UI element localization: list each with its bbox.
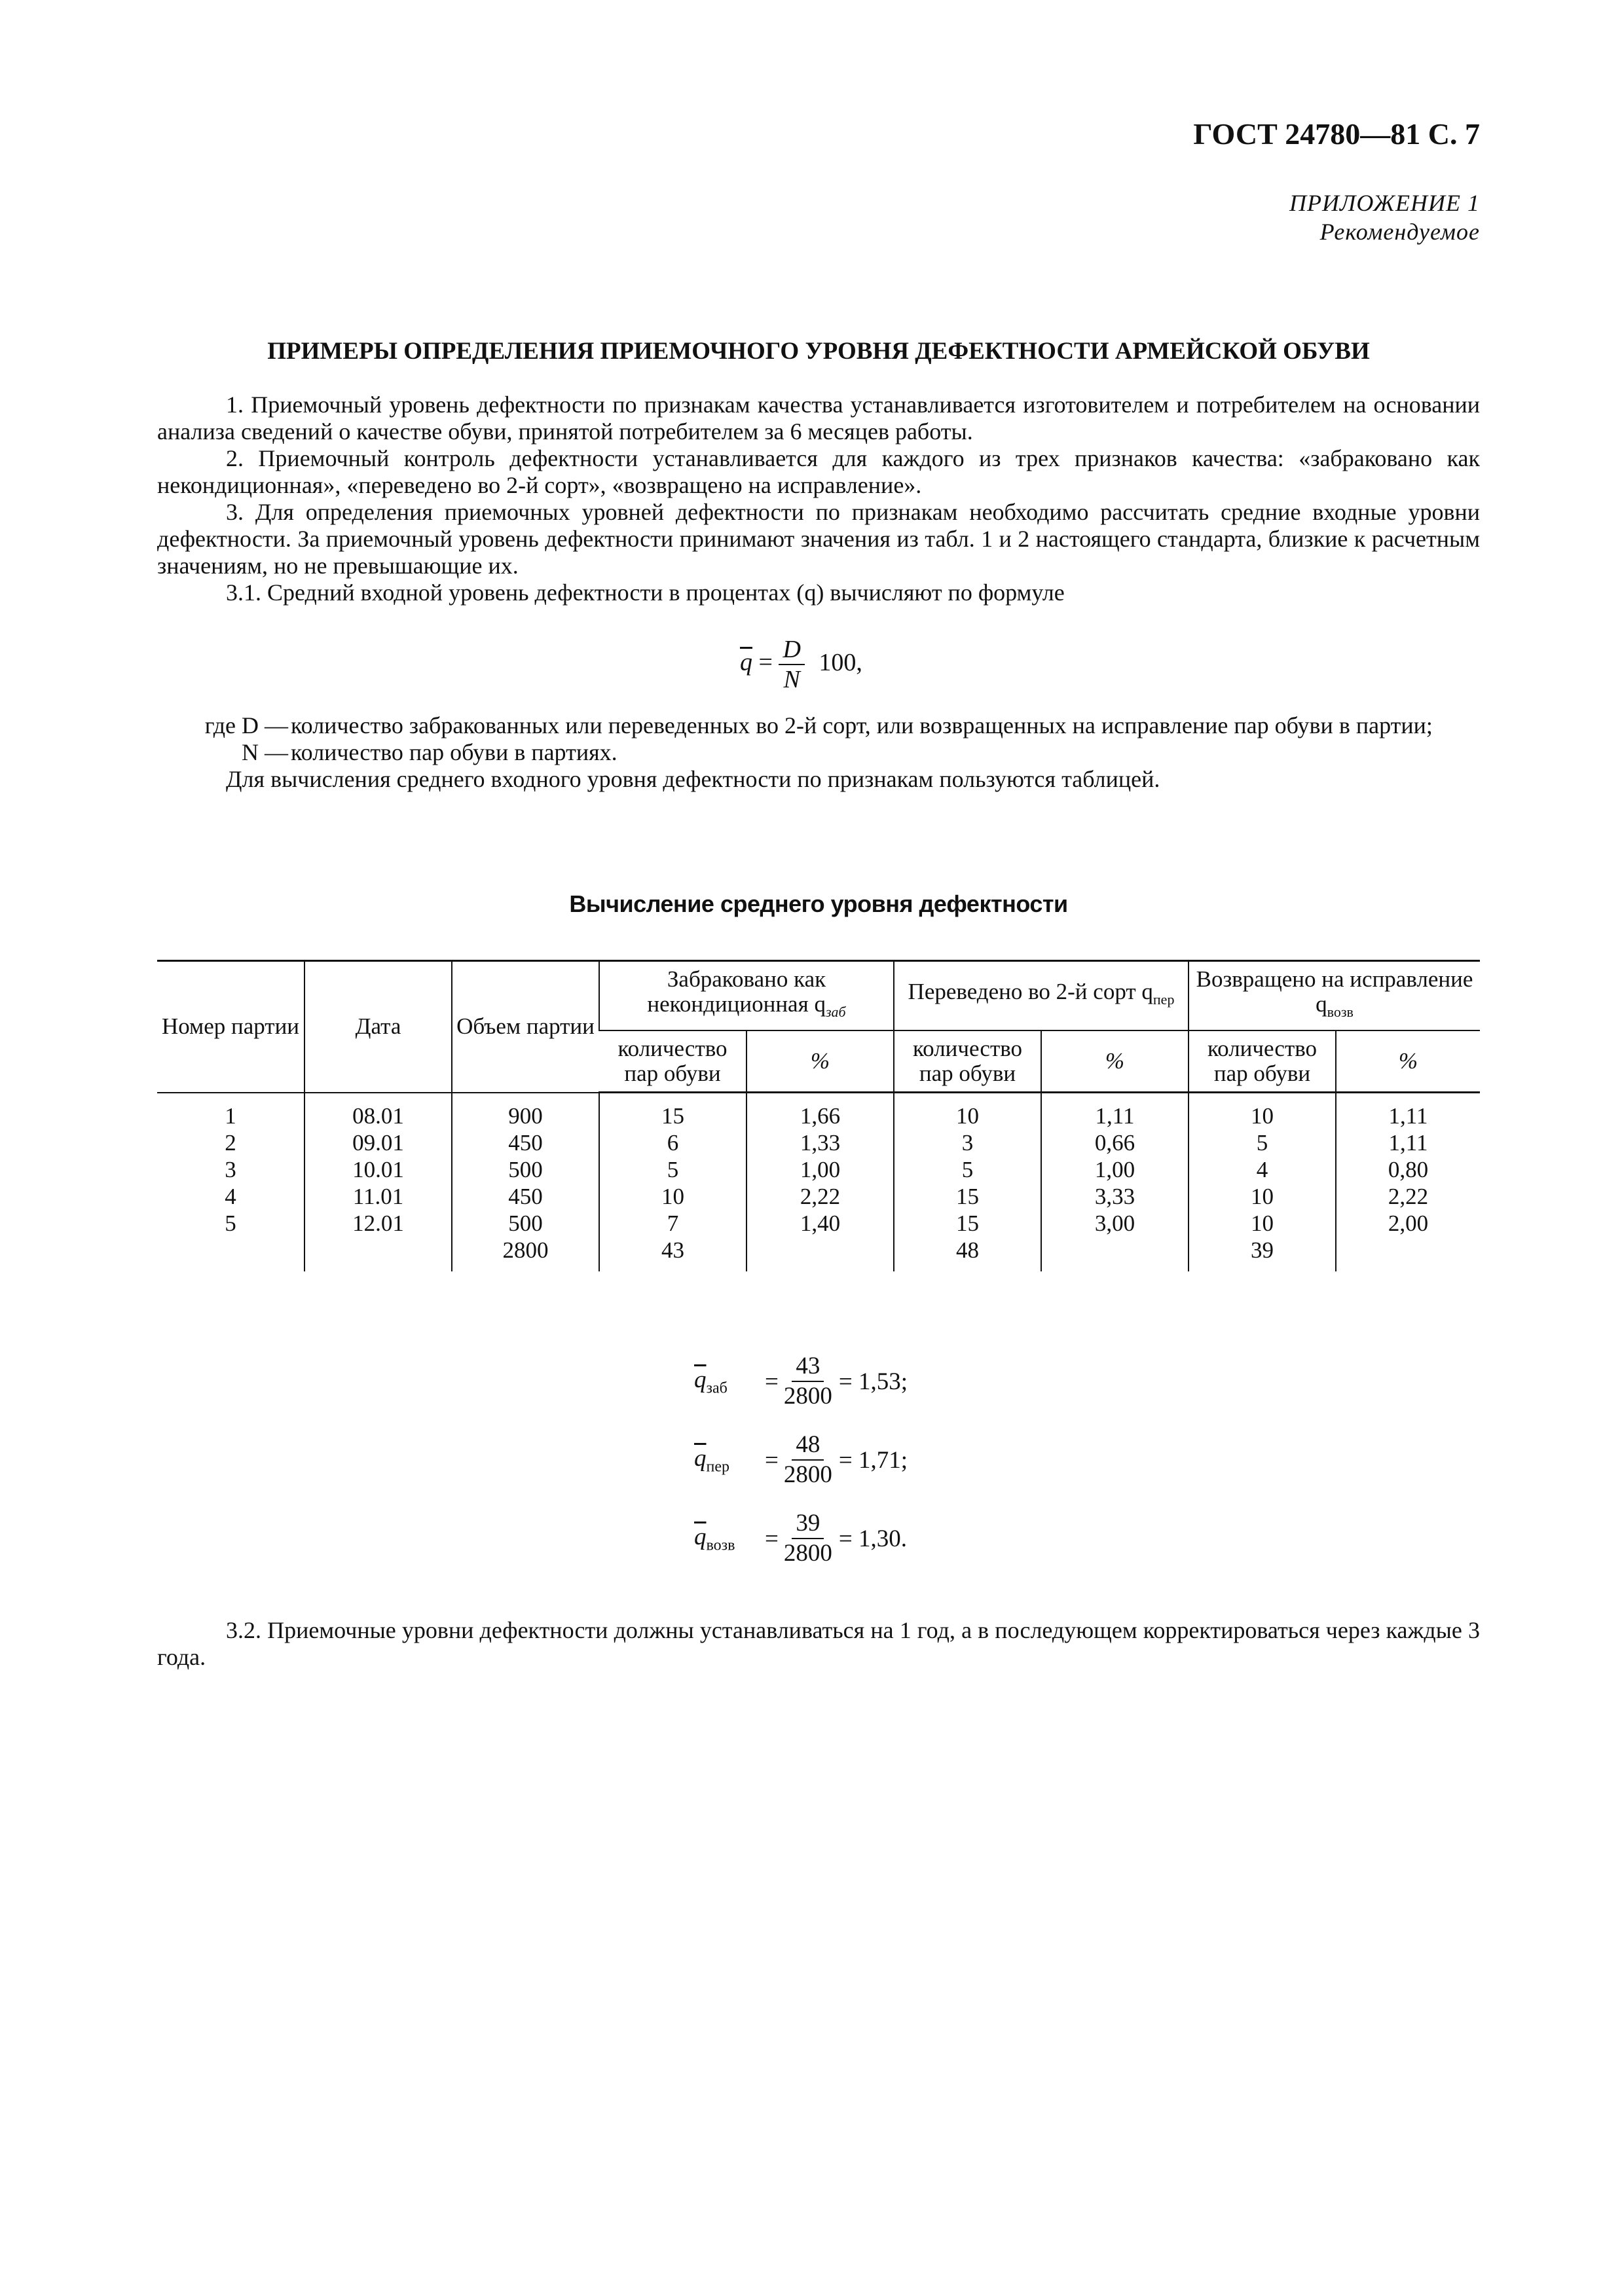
cell: 1,11 (1336, 1093, 1480, 1130)
cell: 3,33 (1041, 1183, 1189, 1210)
table-row (157, 1156, 1480, 1183)
definition-n-text: количество пар обуви в партиях. (291, 739, 617, 765)
paragraph-3-1: 3.1. Средний входной уровень дефектности в процентах (q) вычисляют по формуле (226, 579, 1065, 606)
cell (746, 1237, 894, 1271)
total-rejected: 43 (599, 1237, 746, 1271)
cell: 3,00 (1041, 1210, 1189, 1237)
header-downgraded (894, 961, 1189, 1031)
cell: 5 (225, 1211, 236, 1236)
calc-returned: $\overline{q}_{возв}$ = $\frac{39}{2800}$ = 1,30. (694, 1510, 907, 1567)
cell: 1,00 (1041, 1156, 1189, 1183)
cell: 2 (225, 1130, 236, 1156)
header-rejected-label: Забраковано как некондиционная q (647, 966, 826, 1017)
calc-result: = 1,71; (838, 1446, 908, 1474)
cell: 2,22 (746, 1183, 894, 1210)
cell: 4 (225, 1184, 236, 1209)
header-returned-sub: возв (1327, 1004, 1354, 1020)
definitions-note: Для вычисления среднего входного уровня дефектности по признакам пользуются таблицей. (226, 766, 1160, 792)
definition-n-lead: N — (242, 739, 288, 765)
document-header: ГОСТ 24780—81 С. 7 (1193, 117, 1480, 151)
table-title: Вычисление среднего уровня дефектности (569, 890, 1068, 917)
calc-sub: пер (706, 1458, 729, 1476)
header-returned (1189, 961, 1480, 1031)
page-title: ПРИМЕРЫ ОПРЕДЕЛЕНИЯ ПРИЕМОЧНОГО УРОВНЯ ДЕФЕКТНОСТИ АРМЕЙСКОЙ ОБУВИ (267, 338, 1370, 365)
total-volume: 2800 (452, 1237, 599, 1271)
cell: 1,66 (746, 1093, 894, 1130)
cell: 10 (1189, 1093, 1336, 1130)
cell: 4 (1189, 1156, 1336, 1183)
definitions (157, 712, 1480, 793)
cell: 10 (1189, 1183, 1336, 1210)
cell: 6 (599, 1129, 746, 1156)
formula-lhs: $\overline{q}$ (740, 648, 752, 676)
header-date: Дата (304, 961, 452, 1093)
appendix-number: ПРИЛОЖЕНИЕ 1 (1289, 190, 1480, 216)
calc-result: = 1,53; (838, 1368, 908, 1395)
header-count-downgraded: количество пар обуви (894, 1030, 1041, 1093)
cell: 1 (225, 1102, 236, 1129)
cell: 1,40 (746, 1210, 894, 1237)
cell: 0,66 (1041, 1129, 1189, 1156)
cell: 15 (894, 1183, 1041, 1210)
paragraph-1: 1. Приемочный уровень дефектности по признакам качества устанавливается изготовителем и потребителем на основании анализа сведений о качестве обуви, принятой потребителем за 6 месяцев работы. (157, 392, 1480, 445)
cell: 10 (894, 1093, 1041, 1130)
cell: 0,80 (1336, 1156, 1480, 1183)
cell: 10.01 (304, 1156, 452, 1183)
calc-sub: возв (706, 1537, 735, 1554)
calc-denominator: 2800 (783, 1461, 832, 1488)
cell (1336, 1237, 1480, 1271)
header-rejected (599, 961, 894, 1031)
table-row (157, 1183, 1480, 1210)
cell (157, 1237, 304, 1271)
table-row (157, 1093, 1480, 1130)
formula-factor: 100, (819, 648, 862, 676)
cell: 1,00 (746, 1156, 894, 1183)
header-count-rejected: количество пар обуви (599, 1030, 746, 1093)
calc-numerator: 39 (792, 1509, 824, 1539)
cell: 1,11 (1336, 1129, 1480, 1156)
header-downgraded-sub: пер (1152, 991, 1175, 1008)
table-totals-row (157, 1237, 1480, 1271)
definition-d-lead: где D — (204, 712, 288, 738)
cell: 7 (599, 1210, 746, 1237)
header-batch-no: Номер партии (157, 961, 304, 1093)
cell: 11.01 (304, 1183, 452, 1210)
cell: 450 (452, 1129, 599, 1156)
calc-rejected: $\overline{q}_{заб}$ = $\frac{43}{2800}$ = 1,53; (694, 1353, 908, 1410)
cell: 12.01 (304, 1210, 452, 1237)
cell: 2,00 (1336, 1210, 1480, 1237)
cell: 3 (225, 1157, 236, 1182)
cell: 15 (599, 1093, 746, 1130)
cell: 5 (1189, 1129, 1336, 1156)
defect-formula: $\overline{q}$ = $\frac{D}{N}$ 100, (740, 636, 862, 693)
cell: 450 (452, 1183, 599, 1210)
cell: 09.01 (304, 1129, 452, 1156)
cell: 1,11 (1041, 1093, 1189, 1130)
cell (1041, 1237, 1189, 1271)
cell: 15 (894, 1210, 1041, 1237)
formula-fraction (779, 635, 804, 694)
definition-d-text: количество забракованных или переведенных во 2-й сорт, или возвращенных на исправление пар обуви в партии; (291, 712, 1433, 738)
calc-denominator: 2800 (783, 1540, 832, 1567)
paragraph-3: 3. Для определения приемочных уровней дефектности по признакам необходимо рассчитать средние входные уровни дефектности. За приемочный уровень дефектности принимают значения из табл. 1 и 2 настоящего стандарта, близкие к расчетным значениям, но не превышающие их. (157, 499, 1480, 579)
calc-denominator: 2800 (783, 1383, 832, 1410)
cell: 5 (599, 1156, 746, 1183)
cell: 3 (894, 1129, 1041, 1156)
cell: 900 (452, 1093, 599, 1130)
header-rejected-sub: заб (825, 1004, 846, 1020)
formula-numerator: D (779, 635, 804, 665)
cell: 5 (894, 1156, 1041, 1183)
cell: 1,33 (746, 1129, 894, 1156)
header-downgraded-label: Переведено во 2-й сорт q (908, 979, 1153, 1004)
total-downgraded: 48 (894, 1237, 1041, 1271)
cell (304, 1237, 452, 1271)
cell: 10 (599, 1183, 746, 1210)
calc-numerator: 48 (792, 1430, 824, 1461)
header-returned-label: Возвращено на исправление q (1196, 966, 1473, 1017)
header-count-returned: количество пар обуви (1189, 1030, 1336, 1093)
calc-numerator: 43 (792, 1352, 824, 1382)
appendix-status: Рекомендуемое (1319, 219, 1480, 245)
formula-denominator: N (783, 666, 800, 693)
header-percent-rejected: % (746, 1030, 894, 1093)
paragraph-3-2: 3.2. Приемочные уровни дефектности должны устанавливаться на 1 год, а в последующем корректироваться через каждые 3 года. (157, 1617, 1480, 1670)
calc-sub: заб (706, 1379, 728, 1397)
cell: 08.01 (304, 1093, 452, 1130)
paragraph-2: 2. Приемочный контроль дефектности устанавливается для каждого из трех признаков качества: «забраковано как некондиционная», «переведено во 2-й сорт», «возвращено на исправление». (157, 445, 1480, 498)
cell: 2,22 (1336, 1183, 1480, 1210)
cell: 500 (452, 1156, 599, 1183)
total-returned: 39 (1189, 1237, 1336, 1271)
calc-downgraded: $\overline{q}_{пер}$ = $\frac{48}{2800}$ = 1,71; (694, 1431, 908, 1488)
table-row (157, 1129, 1480, 1156)
cell: 500 (452, 1210, 599, 1237)
header-percent-returned: % (1336, 1030, 1480, 1093)
header-volume: Объем партии (452, 961, 599, 1093)
header-percent-downgraded: % (1041, 1030, 1189, 1093)
cell: 10 (1189, 1210, 1336, 1237)
defect-table (157, 960, 1480, 1271)
table-row (157, 1210, 1480, 1237)
appendix-label (1289, 189, 1480, 246)
calc-result: = 1,30. (838, 1525, 907, 1552)
